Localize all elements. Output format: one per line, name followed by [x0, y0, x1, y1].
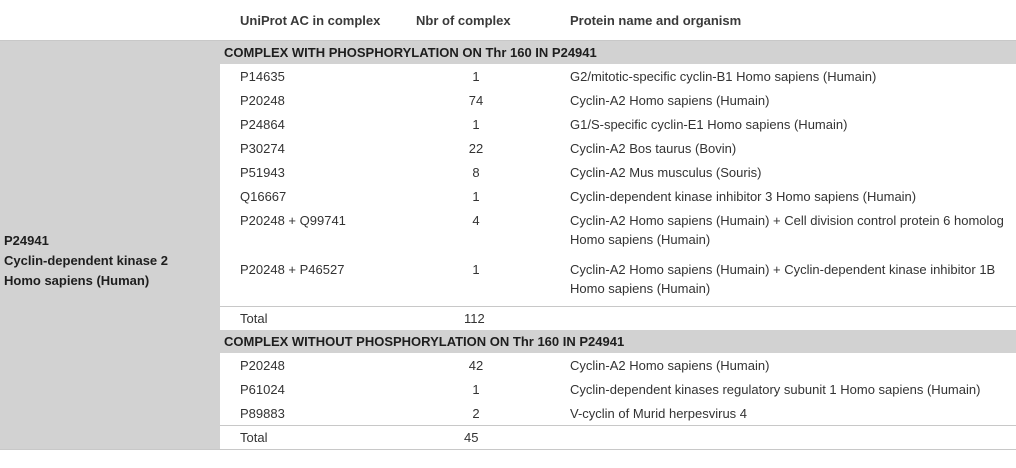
complex-count: 42 [468, 357, 484, 373]
complex-count: 1 [472, 188, 480, 204]
uniprot-ac: P61024 [240, 381, 285, 397]
complex-count: 1 [472, 381, 480, 397]
total-value: 112 [400, 307, 552, 331]
protein-name-organism: G2/mitotic-specific cyclin-B1 Homo sapiens (Humain) [570, 68, 877, 84]
protein-name-organism: Cyclin-A2 Homo sapiens (Humain) [570, 357, 770, 373]
protein-name-organism: Cyclin-A2 Mus musculus (Souris) [570, 164, 762, 180]
protein-organism: Homo sapiens (Human) [4, 273, 150, 288]
section-header [0, 41, 1016, 65]
section-title: COMPLEX WITHOUT PHOSPHORYLATION ON Thr 160 IN P24941 [220, 330, 1016, 353]
header-row [0, 0, 1016, 41]
protein-name-organism: Cyclin-dependent kinases regulatory subunit 1 Homo sapiens (Humain) [570, 381, 981, 397]
protein-name-organism: Cyclin-A2 Homo sapiens (Humain) + Cell division control protein 6 homolog Homo sapiens (Humain) [570, 213, 1004, 247]
uniprot-ac: P30274 [240, 140, 285, 156]
protein-accession: P24941 [4, 233, 49, 248]
uniprot-ac: P20248 + P46527 [240, 262, 345, 277]
protein-name-organism: Cyclin-A2 Homo sapiens (Humain) + Cyclin-dependent kinase inhibitor 1B Homo sapiens (Humain) [570, 262, 996, 296]
uniprot-ac: Q16667 [240, 188, 287, 204]
uniprot-ac: P24864 [240, 116, 285, 132]
complex-count: 22 [468, 140, 484, 156]
protein-cell [0, 41, 220, 450]
header-uniprot-ac: UniProt AC in complex [220, 0, 400, 41]
protein-name-organism: V-cyclin of Murid herpesvirus 4 [570, 405, 748, 421]
uniprot-ac: P20248 [240, 92, 285, 108]
uniprot-ac: P14635 [240, 68, 285, 84]
complex-count: 1 [472, 262, 480, 277]
protein-name-organism: Cyclin-dependent kinase inhibitor 3 Homo sapiens (Humain) [570, 188, 917, 204]
header-nbr-complex: Nbr of complex [400, 0, 552, 41]
uniprot-ac: P20248 [240, 357, 285, 373]
total-empty [552, 307, 1016, 331]
protein-name-organism: G1/S-specific cyclin-E1 Homo sapiens (Humain) [570, 116, 848, 132]
protein-name: Cyclin-dependent kinase 2 [4, 253, 168, 268]
header-protein [0, 0, 220, 41]
total-label: Total [220, 307, 400, 331]
protein-name-organism: Cyclin-A2 Bos taurus (Bovin) [570, 140, 737, 156]
complex-count: 1 [472, 68, 480, 84]
protein-name-organism: Cyclin-A2 Homo sapiens (Humain) [570, 92, 770, 108]
section-title: COMPLEX WITH PHOSPHORYLATION ON Thr 160 IN P24941 [220, 41, 1016, 65]
uniprot-ac: P51943 [240, 164, 285, 180]
total-empty [552, 426, 1016, 450]
complex-count: 74 [468, 92, 484, 108]
complex-count: 1 [472, 116, 480, 132]
complex-count: 2 [472, 405, 480, 421]
uniprot-ac: P89883 [240, 405, 285, 421]
uniprot-ac: P20248 + Q99741 [240, 213, 346, 228]
complex-count: 4 [472, 213, 480, 228]
total-value: 45 [400, 426, 552, 450]
complex-count: 8 [472, 164, 480, 180]
header-protein-name: Protein name and organism [552, 0, 1016, 41]
total-label: Total [220, 426, 400, 450]
